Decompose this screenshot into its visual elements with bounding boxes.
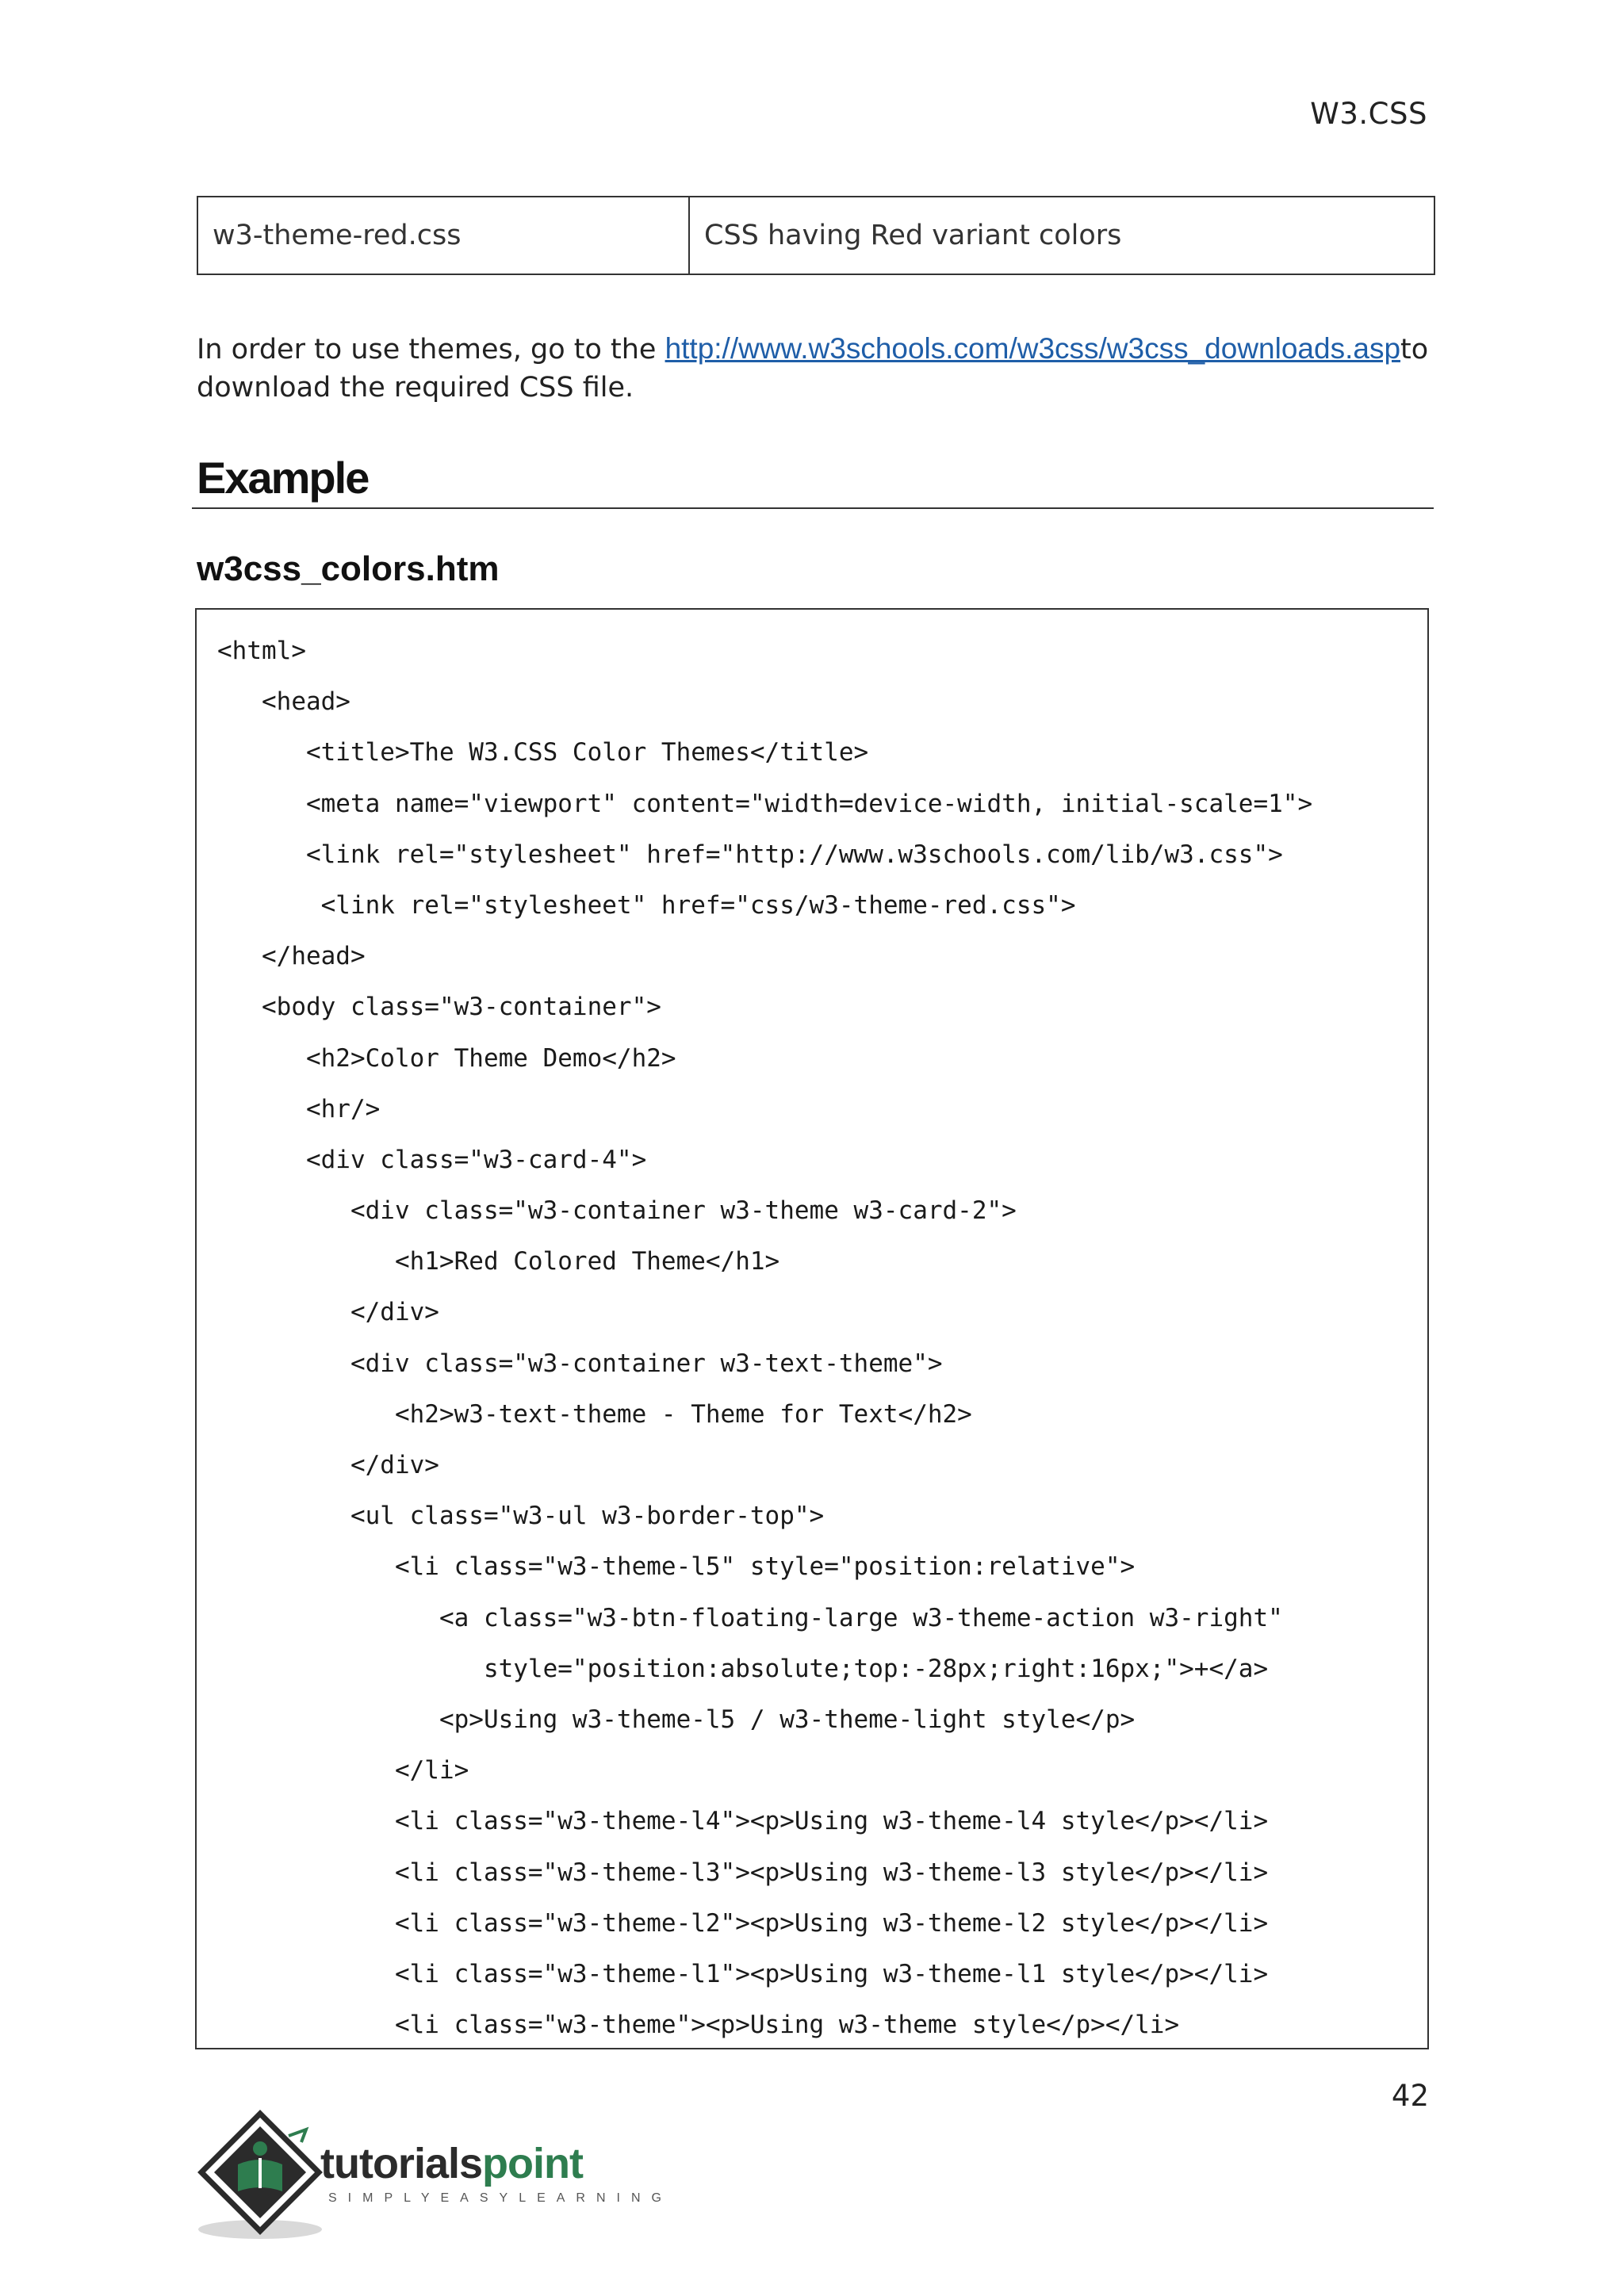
code-block xyxy=(195,608,1429,2049)
code-line: <li class="w3-theme-l1"><p>Using w3-theme-l1 style</p></li> xyxy=(217,1959,1269,1988)
code-line: <a class="w3-btn-floating-large w3-theme-action w3-right" xyxy=(217,1603,1283,1632)
code-line: <li class="w3-theme"><p>Using w3-theme style</p></li> xyxy=(217,2011,1180,2040)
example-heading: Example xyxy=(197,453,369,503)
intro-paragraph xyxy=(197,330,1450,407)
code-line: <h1>Red Colored Theme</h1> xyxy=(217,1247,780,1276)
downloads-link[interactable]: http://www.w3schools.com/w3css/w3css_downloads.asp xyxy=(665,332,1401,365)
table-cell-description: CSS having Red variant colors xyxy=(689,197,1434,274)
code-line: <li class="w3-theme-l2"><p>Using w3-theme-l2 style</p></li> xyxy=(217,1908,1269,1938)
code-line: <li class="w3-theme-l3"><p>Using w3-theme-l3 style</p></li> xyxy=(217,1858,1269,1887)
table-row xyxy=(197,197,1434,274)
code-line: <h2>w3-text-theme - Theme for Text</h2> xyxy=(217,1399,972,1429)
file-name-heading: w3css_colors.htm xyxy=(197,549,500,588)
intro-text-before: In order to use themes, go to the xyxy=(197,334,665,365)
code-line: style="position:absolute;top:-28px;right:16px;">+</a> xyxy=(217,1654,1269,1683)
diamond-logo-icon xyxy=(193,2109,336,2244)
code-line: <body class="w3-container"> xyxy=(217,993,661,1022)
code-line: <div class="w3-container w3-text-theme"> xyxy=(217,1349,943,1378)
theme-table xyxy=(197,196,1435,275)
tutorialspoint-logo xyxy=(193,2109,672,2244)
code-line: </li> xyxy=(217,1756,469,1785)
page-number: 42 xyxy=(1391,2079,1429,2113)
code-line: <head> xyxy=(217,687,350,717)
table-cell-file: w3-theme-red.css xyxy=(197,197,689,274)
intro-text-after: to download the required CSS file. xyxy=(197,334,1429,404)
code-line: <div class="w3-card-4"> xyxy=(217,1145,647,1174)
code-line: <li class="w3-theme-l4"><p>Using w3-theme-l4 style</p></li> xyxy=(217,1807,1269,1836)
running-header: W3.CSS xyxy=(1310,97,1427,131)
code-line: <p>Using w3-theme-l5 / w3-theme-light style</p> xyxy=(217,1705,1136,1734)
code-line: <ul class="w3-ul w3-border-top"> xyxy=(217,1502,825,1531)
code-line: <div class="w3-container w3-theme w3-card-2"> xyxy=(217,1196,1017,1226)
code-line: </div> xyxy=(217,1298,439,1327)
code-line: <link rel="stylesheet" href="css/w3-theme-red.css"> xyxy=(217,890,1076,920)
code-line: </div> xyxy=(217,1451,439,1479)
logo-wordmark: tutorialspoint xyxy=(320,2140,583,2187)
code-line: <link rel="stylesheet" href="http://www.w3schools.com/lib/w3.css"> xyxy=(217,840,1283,869)
code-line: <h2>Color Theme Demo</h2> xyxy=(217,1043,676,1073)
code-line: </head> xyxy=(217,942,366,971)
code-line: <hr/> xyxy=(217,1094,381,1123)
code-line: <html> xyxy=(217,637,306,665)
logo-tagline: SIMPLYEASYLEARNING xyxy=(328,2191,672,2205)
code-line: <title>The W3.CSS Color Themes</title> xyxy=(217,738,869,767)
code-line: <meta name="viewport" content="width=device-width, initial-scale=1"> xyxy=(217,789,1313,818)
code-line: <li class="w3-theme-l5" style="position:relative"> xyxy=(217,1552,1136,1582)
heading-divider xyxy=(192,507,1434,509)
